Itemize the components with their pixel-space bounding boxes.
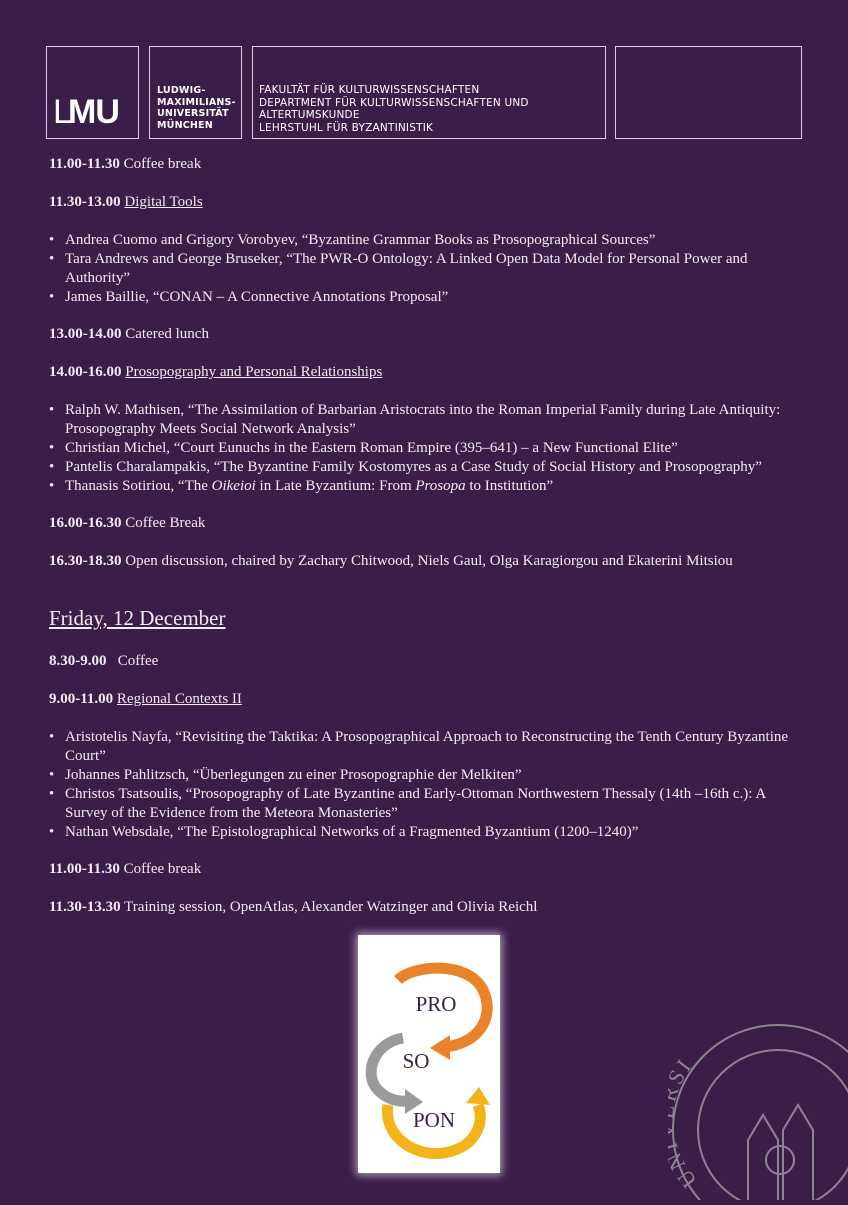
faculty-line: FAKULTÄT FÜR KULTURWISSENSCHAFTEN <box>259 84 480 96</box>
slot-coffee-3 <box>49 652 158 671</box>
university-line: MAXIMILIANS- <box>157 96 236 108</box>
slot-prosopography <box>49 363 382 382</box>
talk-item: • Christos Tsatsoulis, “Prosopography of Late Byzantine and Early-Ottoman Northwestern Thessaly (14th –16th c.): A Survey of the Evidence from the Meteora Monasteries” <box>49 785 789 823</box>
prosopon-logo <box>358 935 500 1173</box>
talk-item: • Tara Andrews and George Bruseker, “The PWR-O Ontology: A Linked Open Data Model for Personal Power and Authority” <box>49 250 789 288</box>
slot-coffee-2 <box>49 514 205 533</box>
slot-time: 11.30-13.00 <box>49 194 121 210</box>
talk-italic: Prosopa <box>415 478 466 494</box>
slot-coffee-4 <box>49 860 201 879</box>
university-line: LUDWIG- <box>157 85 206 96</box>
slot-text: Catered lunch <box>121 326 209 342</box>
talk-item: • Andrea Cuomo and Grigory Vorobyev, “Byzantine Grammar Books as Prosopographical Sources” <box>49 231 789 250</box>
talk-item: • Christian Michel, “Court Eunuchs in the Eastern Roman Empire (395–641) – a New Functional Elite” <box>49 439 789 458</box>
university-seal <box>668 1020 848 1205</box>
slot-time: 8.30-9.00 <box>49 653 107 669</box>
lmu-logo-box <box>46 46 139 139</box>
slot-text: Coffee break <box>119 156 202 172</box>
slot-text: Training session, OpenAtlas, Alexander Watzinger and Olivia Reichl <box>120 899 538 915</box>
university-name <box>157 85 236 131</box>
faculty-box <box>252 46 606 139</box>
empty-header-box <box>615 46 802 139</box>
slot-training <box>49 898 537 917</box>
yellow-arrowhead <box>466 1087 490 1105</box>
faculty-line: LEHRSTUHL FÜR BYZANTINISTIK <box>259 121 434 134</box>
prosopon-logo-graphic <box>358 935 500 1173</box>
session-title: Regional Contexts II <box>116 691 242 707</box>
session-title: Prosopography and Personal Relationships <box>125 364 383 380</box>
seal-arch-left <box>748 1115 778 1200</box>
slot-time: 13.00-14.00 <box>49 326 122 342</box>
talk-list-prosopography <box>49 401 789 496</box>
day-heading-friday: Friday, 12 December <box>49 606 226 630</box>
talk-list-digital-tools <box>49 231 789 307</box>
faculty-name <box>259 84 529 134</box>
talk-text: in Late Byzantium: From <box>255 478 416 494</box>
slot-time: 16.00-16.30 <box>49 515 122 531</box>
talk-item: • Aristotelis Nayfa, “Revisiting the Taktika: A Prosopographical Approach to Reconstructing the Tenth Century Byzantine Court” <box>49 728 789 766</box>
seal-inner-ring <box>698 1050 848 1200</box>
logo-text-pro: PRO <box>415 992 457 1016</box>
university-line: MÜNCHEN <box>157 119 213 131</box>
talk-text: to Institution” <box>465 478 554 494</box>
slot-time: 14.00-16.00 <box>49 364 122 380</box>
talk-item: • Ralph W. Mathisen, “The Assimilation of Barbarian Aristocrats into the Roman Imperial Family during Late Antiquity: Prosopography Meets Social Network Analysis” <box>49 401 789 439</box>
talk-text: Thanasis Sotiriou, “The <box>65 478 212 494</box>
slot-text: Open discussion, chaired by Zachary Chitwood, Niels Gaul, Olga Karagiorgou and Ekaterini Mitsiou <box>121 553 733 569</box>
slot-discussion <box>49 552 733 571</box>
seal-arch-right <box>783 1105 813 1200</box>
talk-item: • Pantelis Charalampakis, “The Byzantine Family Kostomyres as a Case Study of Social History and Prosopography” <box>49 458 789 477</box>
seal-text-path: U I <box>670 1052 702 1193</box>
lmu-logo-mu: MU <box>68 93 119 131</box>
logo-text-so: SO <box>402 1049 430 1073</box>
seal-figure-head <box>766 1146 794 1174</box>
lmu-logo-l: L <box>53 93 71 131</box>
slot-time: 11.00-11.30 <box>49 156 120 172</box>
talk-item: • Johannes Pahlitzsch, “Überlegungen zu einer Prosopographie der Melkiten” <box>49 766 789 785</box>
slot-regional <box>49 690 242 709</box>
slot-digital-tools <box>49 193 203 212</box>
talk-item <box>49 477 789 496</box>
logo-text-pon: PON <box>412 1108 456 1132</box>
slot-text: Coffee Break <box>121 515 206 531</box>
faculty-line: DEPARTMENT FÜR KULTURWISSENSCHAFTEN UND <box>259 96 529 109</box>
seal-text <box>668 1052 702 1193</box>
session-title: Digital Tools <box>124 194 203 210</box>
university-name-box <box>149 46 242 139</box>
talk-list-regional <box>49 728 789 842</box>
slot-time: 16.30-18.30 <box>49 553 122 569</box>
university-line: UNIVERSITÄT <box>157 108 229 119</box>
orange-arrowhead <box>430 1035 450 1060</box>
faculty-line: ALTERTUMSKUNDE <box>259 109 360 121</box>
talk-item: • Nathan Websdale, “The Epistolographical Networks of a Fragmented Byzantium (1200–1240)” <box>49 823 789 842</box>
slot-lunch <box>49 325 209 344</box>
slot-time: 9.00-11.00 <box>49 691 114 707</box>
slot-time: 11.30-13.30 <box>49 899 121 915</box>
talk-item: • James Baillie, “CONAN – A Connective Annotations Proposal” <box>49 288 789 307</box>
slot-coffee-1 <box>49 155 201 174</box>
slot-text: Coffee <box>106 653 159 669</box>
slot-text: Coffee break <box>119 861 202 877</box>
slot-time: 11.00-11.30 <box>49 861 120 877</box>
talk-italic: Oikeioi <box>211 478 256 494</box>
seal-graphic <box>668 1020 848 1200</box>
